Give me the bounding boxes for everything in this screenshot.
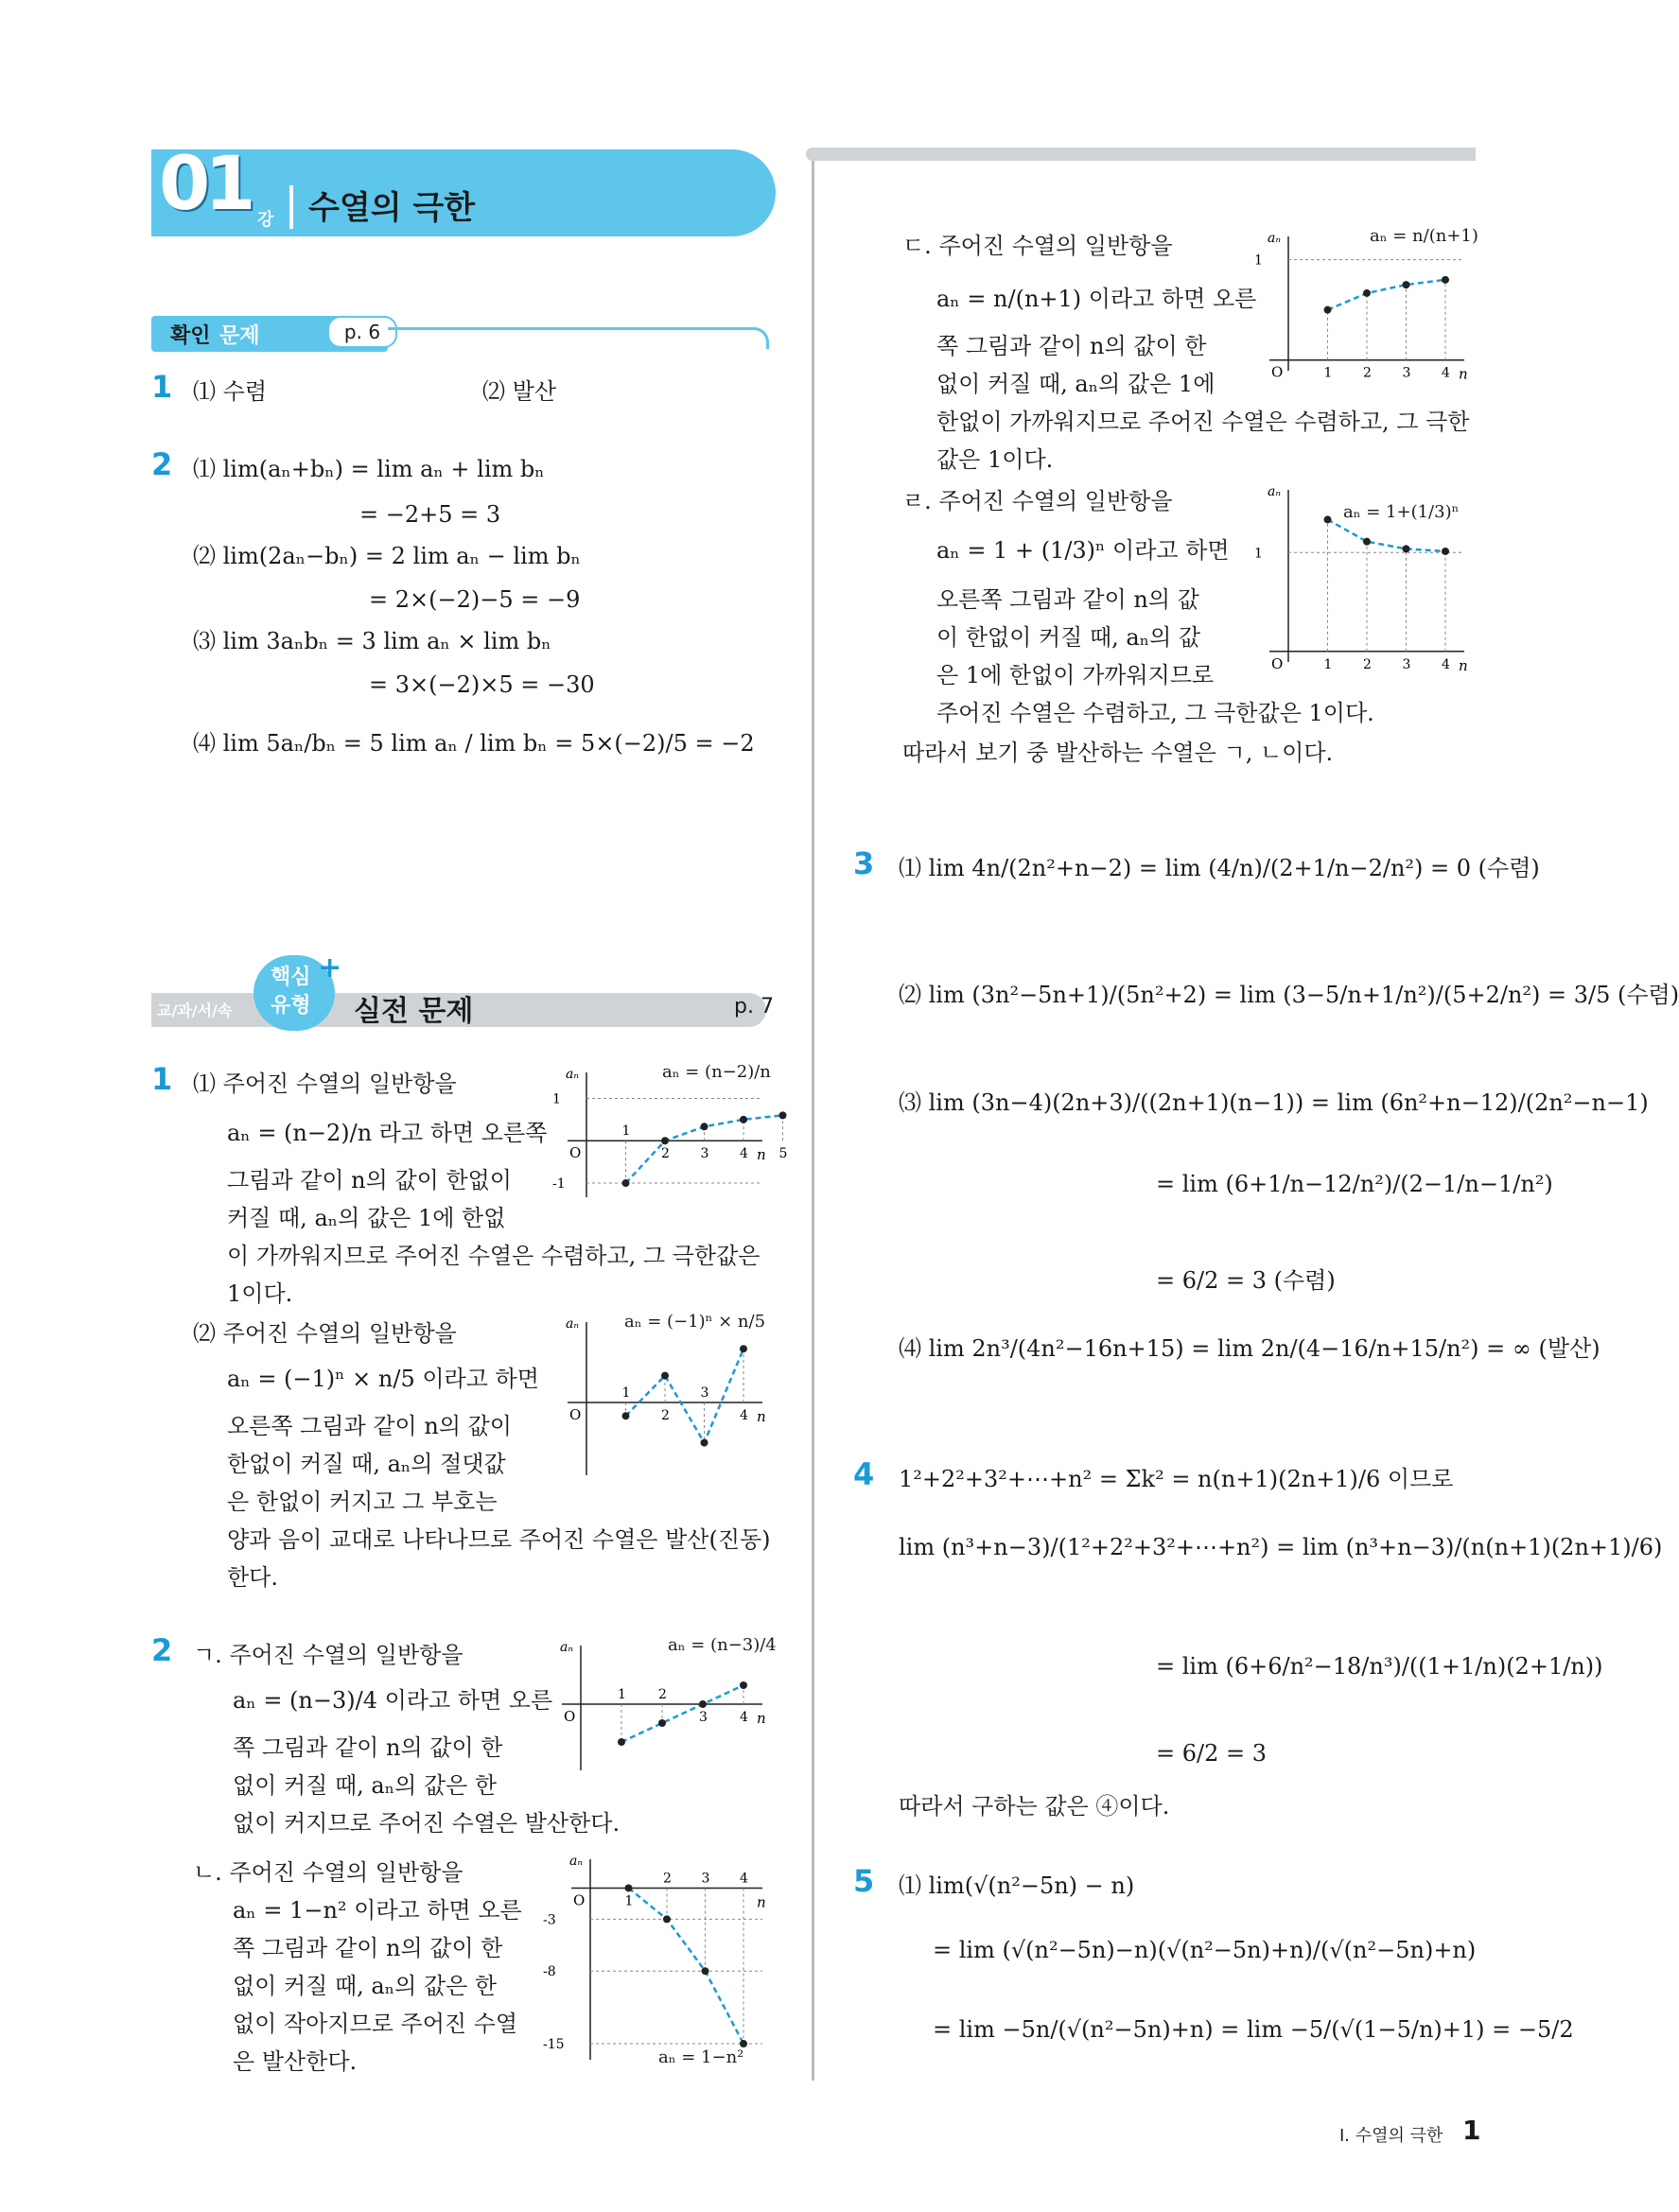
p1-part1-line-5: 이 가까워지므로 주어진 수열은 수렴하고, 그 극한값은 <box>227 1243 761 1269</box>
origin-label: O <box>569 1406 582 1423</box>
x-tick-label: 3 <box>700 1385 709 1401</box>
x-tick-label: 4 <box>740 1710 748 1725</box>
sequence-point <box>625 1884 633 1891</box>
x-tick-label: 4 <box>1442 365 1450 381</box>
p4-line-2: lim (n³+n−3)/(1²+2²+3²+⋯+n²) = lim (n³+n−3)/(n(n+1)(2n+1)/6) <box>899 1534 1663 1560</box>
sequence-point <box>622 1412 630 1420</box>
x-axis-label: n <box>757 1146 766 1164</box>
p4-line-5: 따라서 구하는 값은 ④이다. <box>899 1793 1170 1820</box>
sequence-point <box>618 1738 625 1746</box>
practice-problem-4-number: 4 <box>853 1456 875 1492</box>
check-page-tag: p. 6 <box>327 316 397 348</box>
p4-line-3: = lim (6+6/n²−18/n³)/((1+1/n)(2+1/n)) <box>1156 1653 1603 1680</box>
sequence-point <box>1363 538 1371 546</box>
p4-line-1: 1²+2²+3²+⋯+n² = Σk² = n(n+1)(2n+1)/6 이므로 <box>899 1466 1454 1492</box>
sequence-point <box>658 1719 666 1727</box>
p2-na-line-2: aₙ = 1−n² 이라고 하면 오른 <box>233 1897 522 1924</box>
y-tick-label: 1 <box>552 1091 561 1107</box>
sequence-point <box>661 1137 669 1144</box>
origin-label: O <box>573 1891 586 1909</box>
practice-side-label: 교/과/서/속 <box>157 1001 233 1019</box>
graph-1 <box>549 1063 788 1205</box>
graph-6-label: aₙ = 1+(1/3)ⁿ <box>1343 502 1460 522</box>
check-label-a: 확인 <box>170 324 211 348</box>
practice-problem-2-number: 2 <box>151 1632 173 1668</box>
x-axis-label: n <box>757 1710 766 1727</box>
x-axis-label: n <box>757 1408 766 1425</box>
x-tick-label: 4 <box>1442 656 1450 672</box>
check-problem-2-line-1: ⑴ lim(aₙ+bₙ) = lim aₙ + lim bₙ <box>193 456 545 482</box>
p2-ra-line-5: 은 1에 한없이 가까워지므로 <box>936 662 1215 688</box>
y-axis-label: aₙ <box>1268 231 1282 246</box>
x-tick-label: 4 <box>740 1408 748 1423</box>
sequence-point <box>1363 289 1371 297</box>
p1-part2-line-1: ⑵ 주어진 수열의 일반항을 <box>193 1320 457 1347</box>
x-tick-label: 3 <box>1402 365 1411 381</box>
graph-2-label: aₙ = (−1)ⁿ × n/5 <box>624 1312 766 1332</box>
graph-5-label: aₙ = n/(n+1) <box>1370 226 1478 246</box>
origin-label: O <box>1271 654 1284 672</box>
p2-na-line-4: 없이 커질 때, aₙ의 값은 한 <box>233 1973 498 1999</box>
p2-da-line-1: ㄷ. 주어진 수열의 일반항을 <box>902 233 1173 259</box>
sequence-point <box>1324 515 1332 523</box>
x-axis-label: n <box>1459 365 1468 383</box>
y-axis-label: aₙ <box>566 1067 580 1082</box>
p2-na-line-1: ㄴ. 주어진 수열의 일반항을 <box>193 1859 463 1886</box>
x-tick-label: 3 <box>1402 656 1411 672</box>
x-tick-label: 2 <box>658 1687 667 1702</box>
lesson-suffix: 강 <box>257 210 274 230</box>
check-section-rule <box>388 327 769 349</box>
graph-5 <box>1251 227 1478 383</box>
check-problem-2-line-3: ⑵ lim(2aₙ−bₙ) = 2 lim aₙ − lim bₙ <box>193 543 581 569</box>
p2-conclusion: 따라서 보기 중 발산하는 수열은 ㄱ, ㄴ이다. <box>902 740 1334 766</box>
p2-da-line-3: 쪽 그림과 같이 n의 값이 한 <box>936 333 1207 359</box>
p3-line-3: ⑶ lim (3n−4)(2n+3)/((2n+1)(n−1)) = lim (6n²+n−12)/(2n²−n−1) <box>899 1089 1649 1116</box>
practice-badge-plus: + <box>318 951 342 984</box>
practice-badge-a: 핵심 <box>271 966 311 989</box>
sequence-point <box>622 1179 630 1187</box>
p1-part2-line-6: 양과 음이 교대로 나타나므로 주어진 수열은 발산(진동) <box>227 1526 771 1553</box>
p2-da-line-4: 없이 커질 때, aₙ의 값은 1에 <box>936 371 1216 397</box>
x-tick-label: 2 <box>1363 365 1372 381</box>
x-tick-label: 3 <box>701 1871 710 1887</box>
p1-part2-line-5: 은 한없이 커지고 그 부호는 <box>227 1489 498 1515</box>
p3-line-5: = 6/2 = 3 (수렴) <box>1156 1267 1336 1294</box>
p2-ga-line-2: aₙ = (n−3)/4 이라고 하면 오른 <box>233 1687 553 1714</box>
check-problem-1-number: 1 <box>151 369 173 405</box>
right-header-bar <box>806 148 1476 161</box>
p3-line-2: ⑵ lim (3n²−5n+1)/(5n²+2) = lim (3−5/n+1/n²)/(5+2/n²) = 3/5 (수렴) <box>899 982 1679 1008</box>
p2-na-line-6: 은 발산한다. <box>233 2048 358 2075</box>
practice-problem-3-number: 3 <box>853 845 875 881</box>
p2-ga-line-4: 없이 커질 때, aₙ의 값은 한 <box>233 1772 498 1799</box>
sequence-point <box>702 1967 709 1975</box>
sequence-point <box>1324 306 1332 314</box>
x-tick-label: 4 <box>740 1871 748 1887</box>
sequence-point <box>701 1123 708 1130</box>
p5-line-1: ⑴ lim(√(n²−5n) − n) <box>899 1872 1135 1899</box>
p2-da-line-6: 값은 1이다. <box>936 446 1054 473</box>
sequence-point <box>661 1372 669 1380</box>
sequence-curve <box>629 1888 744 2044</box>
graph-3 <box>539 1636 776 1778</box>
x-tick-label: 2 <box>1363 656 1372 672</box>
x-tick-label: 2 <box>663 1871 672 1887</box>
header-divider <box>289 185 293 229</box>
p4-line-4: = 6/2 = 3 <box>1156 1740 1267 1767</box>
footer-chapter: I. 수열의 극한 <box>1339 2126 1443 2146</box>
p2-ra-line-4: 이 한없이 커질 때, aₙ의 값 <box>936 624 1201 651</box>
footer-page-number: 1 <box>1462 2115 1481 2146</box>
p1-part1-line-6: 1이다. <box>227 1280 293 1307</box>
p3-line-4: = lim (6+1/n−12/n²)/(2−1/n−1/n²) <box>1156 1171 1553 1197</box>
sequence-point <box>740 1116 747 1123</box>
practice-problem-1-number: 1 <box>151 1061 173 1097</box>
x-tick-label: 2 <box>661 1408 670 1423</box>
sequence-curve <box>1328 519 1446 551</box>
p1-part1-line-3: 그림과 같이 n의 값이 한없이 <box>227 1167 512 1193</box>
p2-ra-line-2: aₙ = 1 + (1/3)ⁿ 이라고 하면 <box>936 537 1230 564</box>
page-title: 수열의 극한 <box>308 189 476 227</box>
p1-part2-line-7: 한다. <box>227 1564 278 1591</box>
p5-line-3: = lim −5n/(√(n²−5n)+n) = lim −5/(√(1−5/n)+1) = −5/2 <box>933 2016 1574 2043</box>
origin-label: O <box>569 1144 582 1162</box>
y-tick-label: 1 <box>1254 253 1263 269</box>
p5-line-2: = lim (√(n²−5n)−n)(√(n²−5n)+n)/(√(n²−5n)+n) <box>933 1937 1477 1963</box>
p1-part1-line-4: 커질 때, aₙ의 값은 1에 한없 <box>227 1205 506 1231</box>
graph-1-label: aₙ = (n−2)/n <box>662 1062 771 1082</box>
x-axis-label: n <box>757 1893 766 1911</box>
p2-ga-line-1: ㄱ. 주어진 수열의 일반항을 <box>193 1642 463 1668</box>
check-problem-2-line-6: = 3×(−2)×5 = −30 <box>369 671 595 698</box>
p1-part2-line-3: 오른쪽 그림과 같이 n의 값이 <box>227 1413 512 1439</box>
lesson-number: 01 <box>159 142 251 227</box>
check-problem-1a: ⑴ 수렴 <box>193 378 267 405</box>
x-tick-label: 1 <box>621 1123 631 1140</box>
p1-part2-line-4: 한없이 커질 때, aₙ의 절댓값 <box>227 1451 506 1477</box>
x-tick-label: 2 <box>661 1146 670 1162</box>
sequence-point <box>740 1681 747 1689</box>
p1-part1-line-2: aₙ = (n−2)/n 라고 하면 오른쪽 <box>227 1120 548 1146</box>
y-tick-label: 1 <box>1254 546 1263 562</box>
p3-line-1: ⑴ lim 4n/(2n²+n−2) = lim (4/n)/(2+1/n−2/n²) = 0 (수렴) <box>899 855 1540 881</box>
y-axis-label: aₙ <box>569 1854 584 1869</box>
sequence-point <box>663 1915 671 1923</box>
practice-problem-5-number: 5 <box>853 1863 875 1899</box>
p2-ra-line-3: 오른쪽 그림과 같이 n의 값 <box>936 586 1199 613</box>
x-axis-label: n <box>1459 656 1468 674</box>
sequence-point <box>701 1439 708 1447</box>
p2-ga-line-3: 쪽 그림과 같이 n의 값이 한 <box>233 1734 503 1761</box>
check-problem-2-line-7: ⑷ lim 5aₙ/bₙ = 5 lim aₙ / lim bₙ = 5×(−2)/5 = −2 <box>193 730 755 757</box>
y-tick-label: -1 <box>552 1176 566 1193</box>
origin-label: O <box>564 1708 576 1725</box>
p2-ra-line-6: 주어진 수열은 수렴하고, 그 극한값은 1이다. <box>936 700 1374 726</box>
check-label-b: 문제 <box>219 324 260 348</box>
y-axis-label: aₙ <box>1268 484 1282 499</box>
y-axis-label: aₙ <box>566 1316 580 1332</box>
x-tick-label: 1 <box>1323 365 1333 381</box>
x-tick-label: 5 <box>778 1146 788 1162</box>
sequence-point <box>1442 548 1449 555</box>
sequence-point <box>1403 281 1410 288</box>
x-tick-label: 1 <box>621 1385 631 1401</box>
practice-badge-b: 유형 <box>271 994 311 1018</box>
p1-part2-line-2: aₙ = (−1)ⁿ × n/5 이라고 하면 <box>227 1366 539 1392</box>
x-tick-label: 3 <box>700 1146 709 1162</box>
p2-ra-line-1: ㄹ. 주어진 수열의 일반항을 <box>902 488 1173 514</box>
sequence-point <box>699 1700 707 1708</box>
x-tick-label: 1 <box>624 1893 634 1909</box>
x-tick-label: 1 <box>618 1687 626 1702</box>
p1-part1-line-1: ⑴ 주어진 수열의 일반항을 <box>193 1071 457 1097</box>
practice-page: p. 7 <box>734 995 774 1019</box>
practice-title: 실전 문제 <box>354 995 474 1028</box>
p2-da-line-2: aₙ = n/(n+1) 이라고 하면 오른 <box>936 286 1257 312</box>
sequence-point <box>1442 276 1449 284</box>
check-problem-2-line-2: = −2+5 = 3 <box>359 501 501 528</box>
y-axis-label: aₙ <box>560 1640 574 1655</box>
check-problem-2-number: 2 <box>151 446 173 482</box>
p2-da-line-5: 한없이 가까워지므로 주어진 수열은 수렴하고, 그 극한 <box>936 409 1470 435</box>
p3-line-6: ⑷ lim 2n³/(4n²−16n+15) = lim 2n/(4−16/n+15/n²) = ∞ (발산) <box>899 1335 1600 1362</box>
graph-3-label: aₙ = (n−3)/4 <box>668 1635 777 1655</box>
check-problem-2-line-4: = 2×(−2)−5 = −9 <box>369 586 581 613</box>
sequence-point <box>1403 545 1410 552</box>
check-problem-1b: ⑵ 발산 <box>482 378 556 405</box>
graph-2 <box>549 1313 776 1483</box>
p2-ga-line-5: 없이 커지므로 주어진 수열은 발산한다. <box>233 1810 621 1837</box>
y-tick-label: -15 <box>543 2037 565 2053</box>
x-tick-label: 4 <box>740 1146 748 1162</box>
p2-na-line-3: 쪽 그림과 같이 n의 값이 한 <box>233 1935 503 1961</box>
x-tick-label: 1 <box>1323 656 1333 672</box>
p2-na-line-5: 없이 작아지므로 주어진 수열 <box>233 2011 518 2037</box>
sequence-point <box>779 1111 787 1119</box>
graph-4-label: aₙ = 1−n² <box>658 2047 744 2067</box>
sequence-curve <box>621 1685 743 1742</box>
origin-label: O <box>1271 363 1284 381</box>
column-divider <box>812 161 814 2081</box>
y-tick-label: -8 <box>543 1964 556 1980</box>
sequence-curve <box>1328 280 1446 310</box>
x-tick-label: 3 <box>699 1710 708 1725</box>
sequence-curve <box>626 1349 744 1442</box>
sequence-point <box>740 1345 747 1352</box>
check-problem-2-line-5: ⑶ lim 3aₙbₙ = 3 lim aₙ × lim bₙ <box>193 628 551 654</box>
y-tick-label: -3 <box>543 1912 556 1928</box>
graph-4 <box>539 1850 776 2067</box>
